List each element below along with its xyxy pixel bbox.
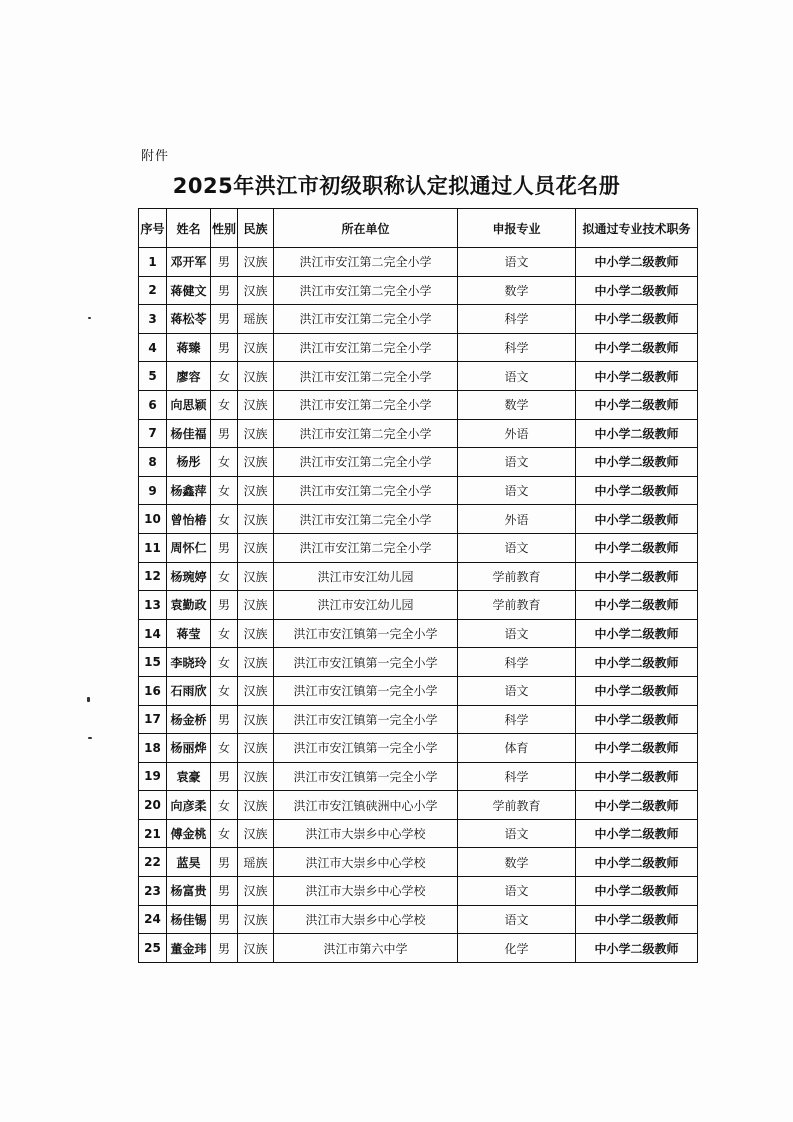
cell-gender: 女 xyxy=(211,476,238,505)
cell-name: 李晓玲 xyxy=(167,648,211,677)
cell-unit: 洪江市安江幼儿园 xyxy=(274,591,458,620)
cell-unit: 洪江市大崇乡中心学校 xyxy=(274,848,458,877)
cell-major: 学前教育 xyxy=(458,562,576,591)
cell-major: 体育 xyxy=(458,734,576,763)
cell-major: 语文 xyxy=(458,448,576,477)
cell-seq: 8 xyxy=(139,448,167,477)
cell-name: 傅金桃 xyxy=(167,819,211,848)
cell-seq: 23 xyxy=(139,877,167,906)
cell-post: 中小学二级教师 xyxy=(576,305,698,334)
cell-gender: 男 xyxy=(211,305,238,334)
cell-seq: 16 xyxy=(139,676,167,705)
cell-gender: 女 xyxy=(211,505,238,534)
cell-name: 杨金桥 xyxy=(167,705,211,734)
table-row xyxy=(139,248,698,277)
cell-name: 邓开军 xyxy=(167,248,211,277)
cell-unit: 洪江市安江镇第一完全小学 xyxy=(274,676,458,705)
cell-ethnicity: 汉族 xyxy=(238,762,274,791)
cell-post: 中小学二级教师 xyxy=(576,819,698,848)
cell-name: 向思颖 xyxy=(167,390,211,419)
header-seq: 序号 xyxy=(139,209,167,248)
cell-ethnicity: 瑶族 xyxy=(238,305,274,334)
cell-major: 数学 xyxy=(458,848,576,877)
cell-name: 杨鑫萍 xyxy=(167,476,211,505)
roster-table xyxy=(138,208,698,963)
cell-major: 外语 xyxy=(458,505,576,534)
cell-name: 董金玮 xyxy=(167,934,211,963)
table-row xyxy=(139,476,698,505)
cell-major: 语文 xyxy=(458,819,576,848)
cell-seq: 25 xyxy=(139,934,167,963)
table-row xyxy=(139,734,698,763)
cell-seq: 20 xyxy=(139,791,167,820)
cell-name: 袁勤政 xyxy=(167,591,211,620)
cell-seq: 10 xyxy=(139,505,167,534)
cell-ethnicity: 汉族 xyxy=(238,362,274,391)
table-row xyxy=(139,619,698,648)
cell-post: 中小学二级教师 xyxy=(576,390,698,419)
cell-gender: 男 xyxy=(211,877,238,906)
cell-post: 中小学二级教师 xyxy=(576,619,698,648)
cell-unit: 洪江市安江镇第一完全小学 xyxy=(274,619,458,648)
cell-seq: 13 xyxy=(139,591,167,620)
cell-seq: 4 xyxy=(139,333,167,362)
cell-seq: 11 xyxy=(139,533,167,562)
cell-unit: 洪江市大崇乡中心学校 xyxy=(274,877,458,906)
cell-name: 杨琬婷 xyxy=(167,562,211,591)
cell-post: 中小学二级教师 xyxy=(576,905,698,934)
cell-post: 中小学二级教师 xyxy=(576,791,698,820)
cell-gender: 女 xyxy=(211,676,238,705)
cell-gender: 男 xyxy=(211,248,238,277)
cell-major: 语文 xyxy=(458,533,576,562)
cell-ethnicity: 汉族 xyxy=(238,705,274,734)
table-row xyxy=(139,648,698,677)
cell-ethnicity: 汉族 xyxy=(238,905,274,934)
cell-major: 数学 xyxy=(458,390,576,419)
cell-gender: 男 xyxy=(211,533,238,562)
cell-ethnicity: 汉族 xyxy=(238,791,274,820)
table-row xyxy=(139,676,698,705)
cell-unit: 洪江市安江镇硖洲中心小学 xyxy=(274,791,458,820)
cell-seq: 9 xyxy=(139,476,167,505)
table-row xyxy=(139,362,698,391)
cell-seq: 7 xyxy=(139,419,167,448)
cell-ethnicity: 汉族 xyxy=(238,390,274,419)
scan-speck xyxy=(88,737,92,739)
table-row xyxy=(139,934,698,963)
table-row xyxy=(139,390,698,419)
cell-post: 中小学二级教师 xyxy=(576,762,698,791)
cell-gender: 男 xyxy=(211,591,238,620)
page-title: 2025年洪江市初级职称认定拟通过人员花名册 xyxy=(172,174,621,198)
cell-gender: 男 xyxy=(211,419,238,448)
cell-post: 中小学二级教师 xyxy=(576,248,698,277)
cell-ethnicity: 汉族 xyxy=(238,505,274,534)
cell-major: 科学 xyxy=(458,305,576,334)
cell-post: 中小学二级教师 xyxy=(576,562,698,591)
cell-unit: 洪江市安江第二完全小学 xyxy=(274,419,458,448)
cell-seq: 14 xyxy=(139,619,167,648)
cell-name: 向彦柔 xyxy=(167,791,211,820)
cell-ethnicity: 汉族 xyxy=(238,276,274,305)
table-row xyxy=(139,276,698,305)
table-row xyxy=(139,877,698,906)
table-row xyxy=(139,905,698,934)
cell-unit: 洪江市安江第二完全小学 xyxy=(274,533,458,562)
cell-seq: 6 xyxy=(139,390,167,419)
table-row xyxy=(139,591,698,620)
cell-seq: 22 xyxy=(139,848,167,877)
cell-unit: 洪江市安江镇第一完全小学 xyxy=(274,705,458,734)
cell-major: 科学 xyxy=(458,705,576,734)
cell-post: 中小学二级教师 xyxy=(576,505,698,534)
table-row xyxy=(139,448,698,477)
cell-unit: 洪江市安江幼儿园 xyxy=(274,562,458,591)
header-unit: 所在单位 xyxy=(274,209,458,248)
table-row xyxy=(139,533,698,562)
cell-name: 蒋松苓 xyxy=(167,305,211,334)
cell-post: 中小学二级教师 xyxy=(576,676,698,705)
cell-major: 学前教育 xyxy=(458,791,576,820)
cell-post: 中小学二级教师 xyxy=(576,877,698,906)
cell-name: 周怀仁 xyxy=(167,533,211,562)
cell-unit: 洪江市安江第二完全小学 xyxy=(274,333,458,362)
cell-post: 中小学二级教师 xyxy=(576,648,698,677)
cell-unit: 洪江市安江第二完全小学 xyxy=(274,505,458,534)
cell-major: 语文 xyxy=(458,905,576,934)
cell-unit: 洪江市安江第二完全小学 xyxy=(274,305,458,334)
cell-ethnicity: 汉族 xyxy=(238,591,274,620)
cell-major: 科学 xyxy=(458,762,576,791)
cell-gender: 男 xyxy=(211,934,238,963)
table-row xyxy=(139,305,698,334)
cell-ethnicity: 汉族 xyxy=(238,419,274,448)
table-header-row xyxy=(139,209,698,248)
cell-unit: 洪江市安江镇第一完全小学 xyxy=(274,734,458,763)
cell-gender: 女 xyxy=(211,819,238,848)
table-row xyxy=(139,505,698,534)
cell-post: 中小学二级教师 xyxy=(576,705,698,734)
cell-unit: 洪江市安江第二完全小学 xyxy=(274,476,458,505)
cell-name: 蒋臻 xyxy=(167,333,211,362)
cell-major: 科学 xyxy=(458,648,576,677)
cell-gender: 男 xyxy=(211,705,238,734)
cell-name: 杨富贵 xyxy=(167,877,211,906)
cell-seq: 5 xyxy=(139,362,167,391)
cell-post: 中小学二级教师 xyxy=(576,848,698,877)
cell-post: 中小学二级教师 xyxy=(576,476,698,505)
cell-ethnicity: 瑶族 xyxy=(238,848,274,877)
cell-ethnicity: 汉族 xyxy=(238,648,274,677)
scan-speck xyxy=(88,317,91,319)
cell-gender: 女 xyxy=(211,734,238,763)
attachment-label: 附件 xyxy=(141,149,170,164)
cell-major: 语文 xyxy=(458,676,576,705)
cell-gender: 男 xyxy=(211,905,238,934)
cell-unit: 洪江市安江镇第一完全小学 xyxy=(274,648,458,677)
table-row xyxy=(139,705,698,734)
cell-gender: 男 xyxy=(211,333,238,362)
cell-gender: 女 xyxy=(211,791,238,820)
table-row xyxy=(139,791,698,820)
header-ethnicity: 民族 xyxy=(238,209,274,248)
cell-post: 中小学二级教师 xyxy=(576,419,698,448)
table-row xyxy=(139,419,698,448)
cell-post: 中小学二级教师 xyxy=(576,276,698,305)
table-row xyxy=(139,562,698,591)
cell-major: 语文 xyxy=(458,877,576,906)
cell-ethnicity: 汉族 xyxy=(238,562,274,591)
cell-name: 杨彤 xyxy=(167,448,211,477)
table-row xyxy=(139,762,698,791)
cell-unit: 洪江市安江第二完全小学 xyxy=(274,248,458,277)
header-name: 姓名 xyxy=(167,209,211,248)
cell-seq: 2 xyxy=(139,276,167,305)
table-row xyxy=(139,848,698,877)
table-row xyxy=(139,819,698,848)
cell-post: 中小学二级教师 xyxy=(576,533,698,562)
cell-seq: 21 xyxy=(139,819,167,848)
cell-ethnicity: 汉族 xyxy=(238,819,274,848)
cell-gender: 男 xyxy=(211,762,238,791)
cell-name: 蓝昊 xyxy=(167,848,211,877)
cell-unit: 洪江市安江镇第一完全小学 xyxy=(274,762,458,791)
cell-seq: 1 xyxy=(139,248,167,277)
cell-major: 化学 xyxy=(458,934,576,963)
table-body xyxy=(139,248,698,963)
cell-major: 语文 xyxy=(458,362,576,391)
cell-gender: 男 xyxy=(211,848,238,877)
cell-ethnicity: 汉族 xyxy=(238,448,274,477)
cell-seq: 24 xyxy=(139,905,167,934)
cell-ethnicity: 汉族 xyxy=(238,533,274,562)
cell-post: 中小学二级教师 xyxy=(576,362,698,391)
cell-seq: 12 xyxy=(139,562,167,591)
cell-name: 石雨欣 xyxy=(167,676,211,705)
cell-unit: 洪江市大崇乡中心学校 xyxy=(274,819,458,848)
cell-post: 中小学二级教师 xyxy=(576,591,698,620)
cell-post: 中小学二级教师 xyxy=(576,333,698,362)
cell-seq: 19 xyxy=(139,762,167,791)
cell-gender: 女 xyxy=(211,619,238,648)
cell-name: 蒋莹 xyxy=(167,619,211,648)
cell-post: 中小学二级教师 xyxy=(576,734,698,763)
cell-major: 外语 xyxy=(458,419,576,448)
cell-ethnicity: 汉族 xyxy=(238,934,274,963)
cell-unit: 洪江市安江第二完全小学 xyxy=(274,276,458,305)
cell-major: 语文 xyxy=(458,619,576,648)
header-major: 申报专业 xyxy=(458,209,576,248)
cell-seq: 3 xyxy=(139,305,167,334)
cell-ethnicity: 汉族 xyxy=(238,248,274,277)
cell-ethnicity: 汉族 xyxy=(238,333,274,362)
cell-major: 语文 xyxy=(458,248,576,277)
header-gender: 性别 xyxy=(211,209,238,248)
cell-gender: 女 xyxy=(211,390,238,419)
cell-seq: 18 xyxy=(139,734,167,763)
header-post: 拟通过专业技术职务 xyxy=(576,209,698,248)
cell-gender: 女 xyxy=(211,362,238,391)
cell-name: 蒋健文 xyxy=(167,276,211,305)
cell-gender: 女 xyxy=(211,562,238,591)
cell-seq: 17 xyxy=(139,705,167,734)
cell-gender: 男 xyxy=(211,276,238,305)
cell-ethnicity: 汉族 xyxy=(238,734,274,763)
cell-unit: 洪江市第六中学 xyxy=(274,934,458,963)
cell-gender: 女 xyxy=(211,648,238,677)
cell-post: 中小学二级教师 xyxy=(576,448,698,477)
cell-name: 曾怡椿 xyxy=(167,505,211,534)
cell-seq: 15 xyxy=(139,648,167,677)
cell-name: 廖容 xyxy=(167,362,211,391)
cell-ethnicity: 汉族 xyxy=(238,619,274,648)
cell-name: 袁豪 xyxy=(167,762,211,791)
cell-post: 中小学二级教师 xyxy=(576,934,698,963)
table-row xyxy=(139,333,698,362)
cell-gender: 女 xyxy=(211,448,238,477)
cell-name: 杨佳福 xyxy=(167,419,211,448)
cell-major: 语文 xyxy=(458,476,576,505)
cell-unit: 洪江市安江第二完全小学 xyxy=(274,390,458,419)
cell-name: 杨丽烨 xyxy=(167,734,211,763)
cell-ethnicity: 汉族 xyxy=(238,676,274,705)
cell-major: 科学 xyxy=(458,333,576,362)
cell-unit: 洪江市大崇乡中心学校 xyxy=(274,905,458,934)
cell-name: 杨佳锡 xyxy=(167,905,211,934)
cell-ethnicity: 汉族 xyxy=(238,877,274,906)
cell-ethnicity: 汉族 xyxy=(238,476,274,505)
scan-speck xyxy=(87,697,90,702)
cell-major: 数学 xyxy=(458,276,576,305)
cell-unit: 洪江市安江第二完全小学 xyxy=(274,448,458,477)
cell-major: 学前教育 xyxy=(458,591,576,620)
cell-unit: 洪江市安江第二完全小学 xyxy=(274,362,458,391)
